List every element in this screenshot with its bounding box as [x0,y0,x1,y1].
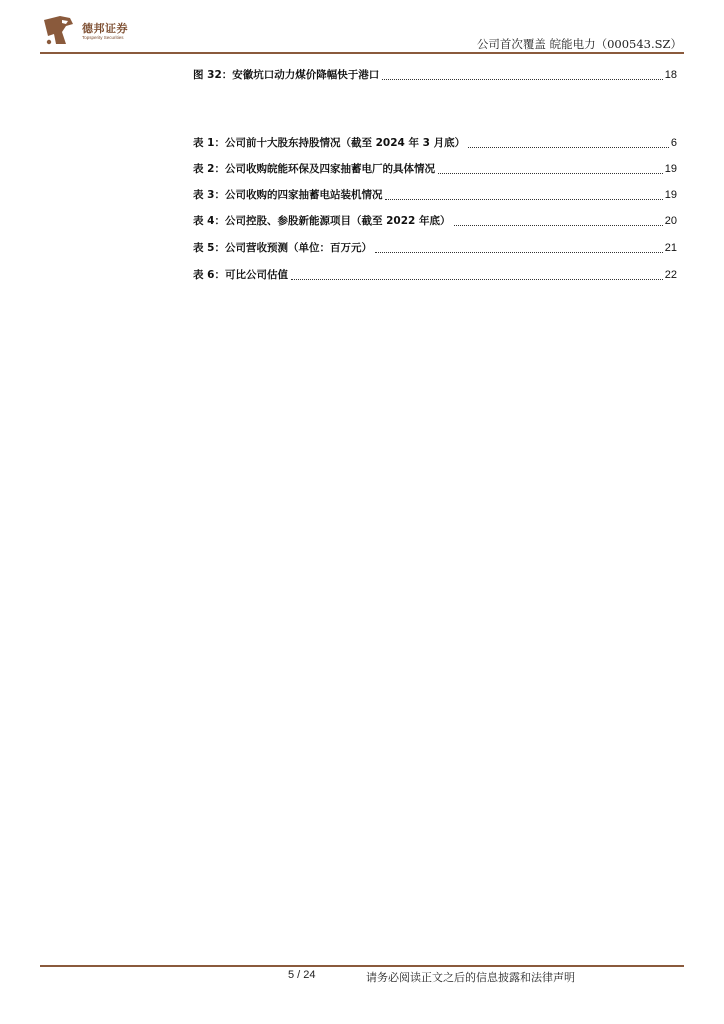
toc-entry-label: 表 4：公司控股、参股新能源项目（截至 2022 年底） [193,215,451,227]
toc-entry-label: 表 6：可比公司估值 [193,269,288,281]
toc-dot-leader [382,79,662,80]
company-logo [40,14,140,48]
toc-page-number: 20 [664,215,677,227]
toc-entry-label: 表 2：公司收购皖能环保及四家抽蓄电厂的具体情况 [193,163,435,175]
toc-table-entry[interactable] [193,134,677,150]
toc-dot-leader [291,279,663,280]
toc-page-number: 18 [664,69,677,81]
topsperity-logo-icon [40,14,76,48]
toc-dot-leader [454,225,663,226]
toc-page-number: 19 [664,163,677,175]
toc-entry-label: 表 1：公司前十大股东持股情况（截至 2024 年 3 月底） [193,137,466,149]
toc-dot-leader [375,252,663,253]
logo-chinese-name: 德邦证券 [82,23,128,35]
toc-dot-leader [385,199,662,200]
toc-table-entry[interactable] [193,212,677,228]
logo-english-name: Topsperity Securities [82,35,124,40]
page-indicator: 5 / 24 [288,969,316,981]
toc-page-number: 19 [664,189,677,201]
toc-entry-label: 图 32：安徽坑口动力煤价降幅快于港口 [193,69,380,81]
toc-table-entry[interactable] [193,266,677,282]
header-divider [40,52,684,54]
toc-table-entry[interactable] [193,239,677,255]
footer-divider [40,965,684,967]
toc-figure-entry[interactable] [193,66,677,82]
report-title: 公司首次覆盖 皖能电力（000543.SZ） [476,37,682,51]
toc-table-entry[interactable] [193,186,677,202]
toc-dot-leader [438,173,663,174]
legal-disclaimer: 请务必阅读正文之后的信息披露和法律声明 [366,971,575,984]
toc-table-entry[interactable] [193,160,677,176]
toc-entry-label: 表 3：公司收购的四家抽蓄电站装机情况 [193,189,383,201]
toc-dot-leader [468,147,669,148]
toc-page-number: 22 [664,269,677,281]
toc-page-number: 6 [670,137,677,149]
toc-entry-label: 表 5：公司营收预测（单位：百万元） [193,242,372,254]
toc-page-number: 21 [664,242,677,254]
